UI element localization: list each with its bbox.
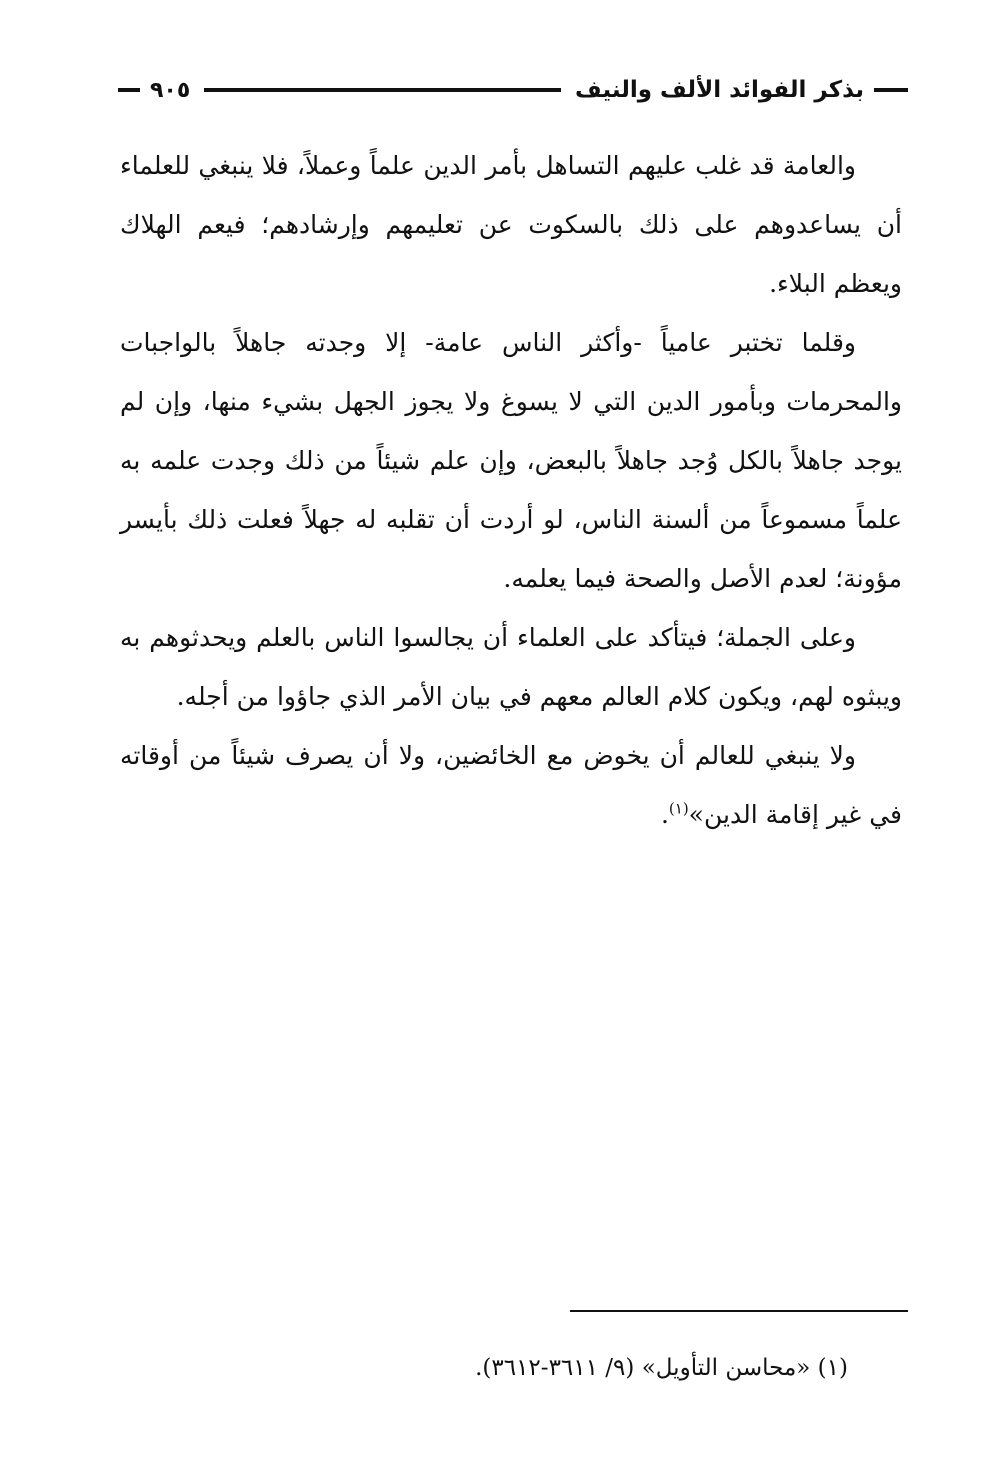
paragraph-last-text: ولا ينبغي للعالم أن يخوض مع الخائضين، ولا أن يصرف شيئاً من أوقاته في غير إقامة الدين» <box>120 741 902 829</box>
footnote-reference: (١) <box>668 799 689 818</box>
footnote: (١) «محاسن التأويل» (٩/ ٣٦١١-٣٦١٢). <box>475 1355 848 1381</box>
footnote-separator <box>570 1310 908 1312</box>
paragraph: وقلما تختبر عامياً -وأكثر الناس عامة- إلا وجدته جاهلاً بالواجبات والمحرمات وبأمور الدين التي لا يسوغ ولا يجوز الجهل بشيء منها، وإن لم يوجد جاهلاً بالكل وُجد جاهلاً بالبعض، وإن علم شيئاً من ذلك وجدت علمه به علماً مسموعاً من ألسنة الناس، لو أردت أن تقلبه له جهلاً فعلت ذلك بأيسر مؤونة؛ لعدم الأصل والصحة فيما يعلمه. <box>120 328 902 593</box>
paragraph: وعلى الجملة؛ فيتأكد على العلماء أن يجالسوا الناس بالعلم ويحدثوهم به ويبثوه لهم، ويكون كلام العالم معهم في بيان الأمر الذي جاؤوا من أجله. <box>120 623 902 711</box>
header-dash-right <box>874 88 908 92</box>
paragraph-last <box>120 726 902 844</box>
running-title: بذكر الفوائد الألف والنيف <box>575 77 864 103</box>
paragraph: والعامة قد غلب عليهم التساهل بأمر الدين علماً وعملاً، فلا ينبغي للعلماء أن يساعدوهم على ذلك بالسكوت عن تعليمهم وإرشادهم؛ فيعم الهلاك ويعظم البلاء. <box>120 151 902 298</box>
paragraph-last-ending: . <box>660 800 669 829</box>
header-rule <box>204 88 561 92</box>
page-number: ٩٠٥ <box>150 77 191 103</box>
main-text <box>120 136 902 844</box>
header-dash-left <box>118 88 140 92</box>
page-header <box>118 70 908 110</box>
